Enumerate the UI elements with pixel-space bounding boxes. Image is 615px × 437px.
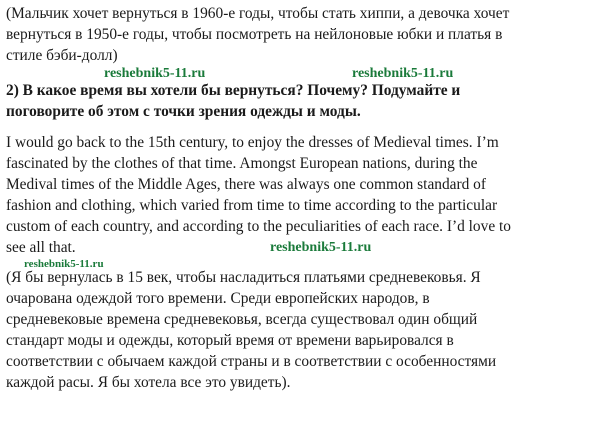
question-line-2: поговорите об этом с точки зрения одежды и моды.: [6, 103, 361, 120]
answer-ru-line-3: средневековые времена средневековья, всегда существовал один общий: [6, 311, 478, 328]
answer-en-line-2: fascinated by the clothes of that time. Amongst European nations, during the: [6, 155, 478, 172]
question-line-1: 2) В какое время вы хотели бы вернуться? Почему? Подумайте и: [6, 82, 461, 99]
answer-en-line-5: custom of each country, and according to the peculiarities of each race. I’d love to: [6, 218, 511, 235]
watermark-3: reshebnik5-11.ru: [270, 240, 372, 255]
intro-line-1: (Мальчик хочет вернуться в 1960-е годы, чтобы стать хиппи, а девочка хочет: [6, 5, 510, 22]
answer-ru-line-1: (Я бы вернулась в 15 век, чтобы насладиться платьями средневековья. Я: [6, 269, 481, 286]
answer-en-line-4: fashion and clothing, which varied from time to time according to the particular: [6, 197, 498, 214]
answer-en-line-1: I would go back to the 15th century, to enjoy the dresses of Medieval times. I’m: [6, 134, 499, 151]
answer-ru-line-5: соответствии с обычаем каждой страны и в соответствии с особенностями: [6, 353, 497, 370]
answer-en-line-6: see all that.: [6, 239, 76, 256]
answer-en-line-3: Medival times of the Middle Ages, there was always one common standard of: [6, 176, 486, 193]
watermark-1: reshebnik5-11.ru: [104, 66, 206, 81]
answer-ru-line-2: очарована одеждой того времени. Среди европейских народов, в: [6, 290, 430, 307]
intro-line-3: стиле бэби-долл): [6, 47, 118, 64]
answer-ru-line-4: стандарт моды и одежды, который время от времени варьировался в: [6, 332, 454, 349]
answer-ru-line-6: каждой расы. Я бы хотела все это увидеть).: [6, 374, 291, 391]
watermark-4: reshebnik5-11.ru: [24, 258, 104, 270]
watermark-2: reshebnik5-11.ru: [352, 66, 454, 81]
intro-line-2: вернуться в 1950-е годы, чтобы посмотреть на нейлоновые юбки и платья в: [6, 26, 503, 43]
